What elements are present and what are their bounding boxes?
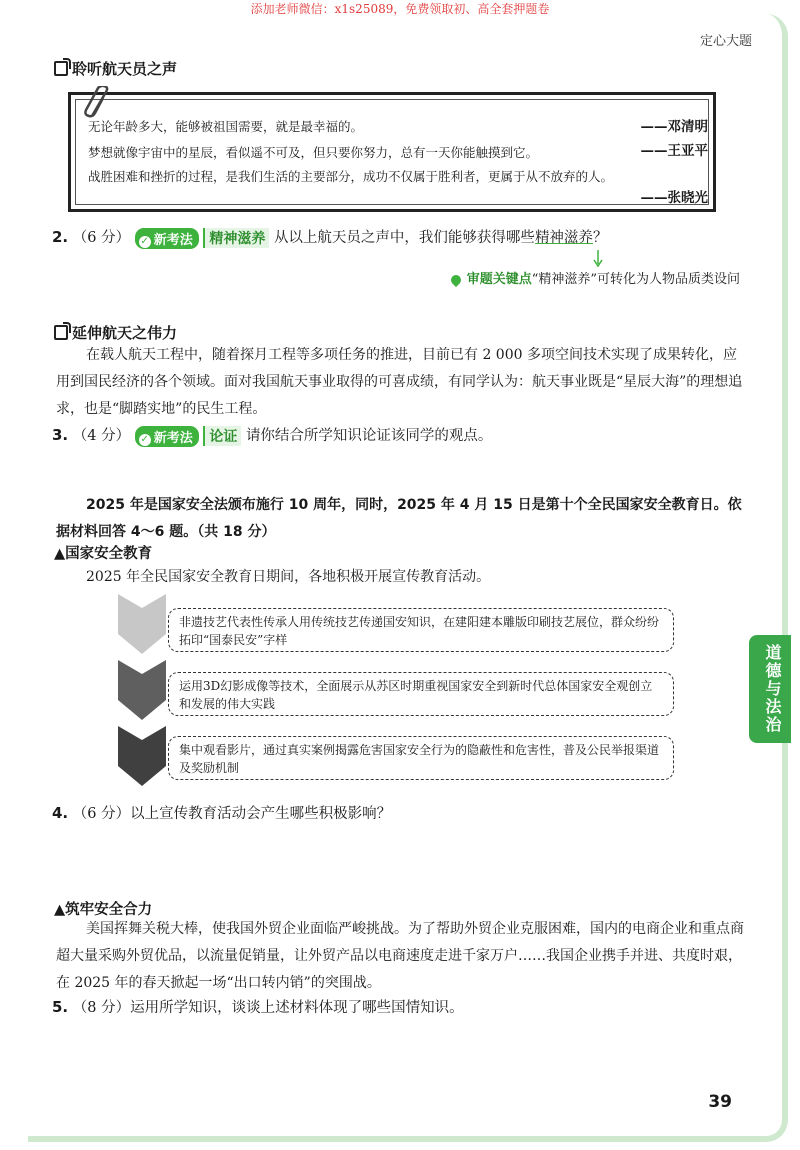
section-heading-security-education: ▲国家安全教育	[54, 546, 153, 562]
tag-label: 新考法	[153, 430, 193, 446]
event-box: 运用3D幻影成像等技术，全面展示从苏区时期重视国家安全到新时代总体国家安全观创立和发展的伟大实践	[168, 672, 674, 716]
header-label: 定心大题	[699, 34, 752, 49]
chevron-arrow	[118, 660, 166, 720]
section-heading-security-synergy: ▲筑牢安全合力	[54, 902, 153, 918]
key-point-label: 审题关键点	[466, 272, 532, 287]
chevron-arrow	[118, 726, 166, 786]
section-heading-voices	[54, 58, 177, 79]
section-paragraph: 在载人航天工程中，随着探月工程等多项任务的推进，目前已有 2 000 多项空间技术实现了成果转化，应用到国民经济的各个领域。面对我国航天事业取得的可喜成绩，有同学认为：航天事业既是“星辰大海”的理想追求，也是“脚踏实地”的民生工程。	[56, 347, 743, 417]
section-paragraph: 美国挥舞关税大棒，使我国外贸企业面临严峻挑战。为了帮助外贸企业克服困难，国内的电商企业和重点商超大量采购外贸优品，以流量促销量，让外贸产品以电商速度走进千家万户……我国企业携手并进、共度时艰，在 2025 年的春天掀起一场“出口转内销”的突围战。	[56, 921, 744, 991]
section-title: 聆听航天员之声	[72, 60, 178, 78]
page-number: 39	[708, 1092, 732, 1112]
question-3	[52, 424, 492, 447]
question-number: 4.	[52, 804, 69, 822]
subject-side-tab: 道德与法治	[749, 635, 791, 743]
topic-tag: 精神滋养	[203, 228, 269, 248]
question-score: （6 分）	[72, 230, 131, 246]
quote-author: ——王亚平	[640, 143, 708, 159]
event-box: 集中观看影片，通过真实案例揭露危害国家安全行为的隐蔽性和危害性，普及公民举报渠道及奖励机制	[168, 736, 674, 780]
check-icon: ✓	[140, 235, 149, 247]
question-2	[52, 226, 607, 249]
chevron-arrow	[118, 594, 166, 654]
watermark: 添加老师微信：x1s25089，免费领取初、高全套押题卷	[250, 2, 550, 16]
question-5	[52, 996, 464, 1017]
quote-line: 无论年龄多大，能够被祖国需要，就是最幸福的。	[88, 119, 364, 134]
event-box: 非遗技艺代表性传承人用传统技艺传递国安知识，在建阳建本雕版印刷技艺展位，群众纷纷拓印“国泰民安”字样	[168, 608, 674, 652]
question-text: 从以上航天员之声中，我们能够获得哪些	[273, 230, 535, 246]
location-pin-icon	[449, 272, 463, 286]
check-icon: ✓	[140, 433, 149, 445]
quote-line: 战胜困难和挫折的过程，是我们生活的主要部分，成功不仅属于胜利者，更属于从不放弃的人。	[88, 169, 614, 184]
notebook-icon	[54, 61, 68, 76]
question-text-end: ？	[592, 230, 608, 246]
notebook-icon	[54, 325, 68, 340]
question-score: （4 分）	[72, 428, 131, 444]
section-heading-power	[54, 322, 177, 343]
question-emphasis: 精神滋养	[534, 230, 593, 246]
key-point-text: “精神滋养”可转化为人物品质类设问	[531, 272, 740, 287]
question-4	[52, 802, 391, 823]
section-title: 延伸航天之伟力	[72, 324, 178, 342]
question-score: （8 分）	[72, 1000, 131, 1016]
new-method-tag	[135, 426, 199, 447]
question-number: 5.	[52, 998, 69, 1016]
quote-author: ——张晓光	[640, 190, 708, 206]
question-number: 2.	[52, 228, 69, 246]
tag-label: 新考法	[153, 232, 193, 248]
topic-tag: 论证	[203, 426, 241, 446]
quote-line: 梦想就像宇宙中的星辰，看似遥不可及，但只要你努力，总有一天你能触摸到它。	[88, 145, 539, 160]
question-text: 运用所学知识，谈谈上述材料体现了哪些国情知识。	[130, 1000, 464, 1016]
new-method-tag	[135, 228, 199, 249]
section-lead: 2025 年全民国家安全教育日期间，各地积极开展宣传教育活动。	[86, 569, 491, 585]
question-number: 3.	[52, 426, 69, 444]
quote-author: ——邓清明	[640, 119, 708, 135]
question-text: 以上宣传教育活动会产生哪些积极影响？	[130, 806, 392, 822]
question-score: （6 分）	[72, 806, 131, 822]
material-intro: 2025 年是国家安全法颁布施行 10 周年，同时，2025 年 4 月 15 日是第十个全民国家安全教育日。依据材料回答 4～6 题。（共 18 分）	[56, 497, 742, 540]
question-text: 请你结合所学知识论证该同学的观点。	[245, 428, 493, 444]
down-arrow-icon	[593, 250, 603, 268]
key-point-note	[451, 268, 740, 287]
